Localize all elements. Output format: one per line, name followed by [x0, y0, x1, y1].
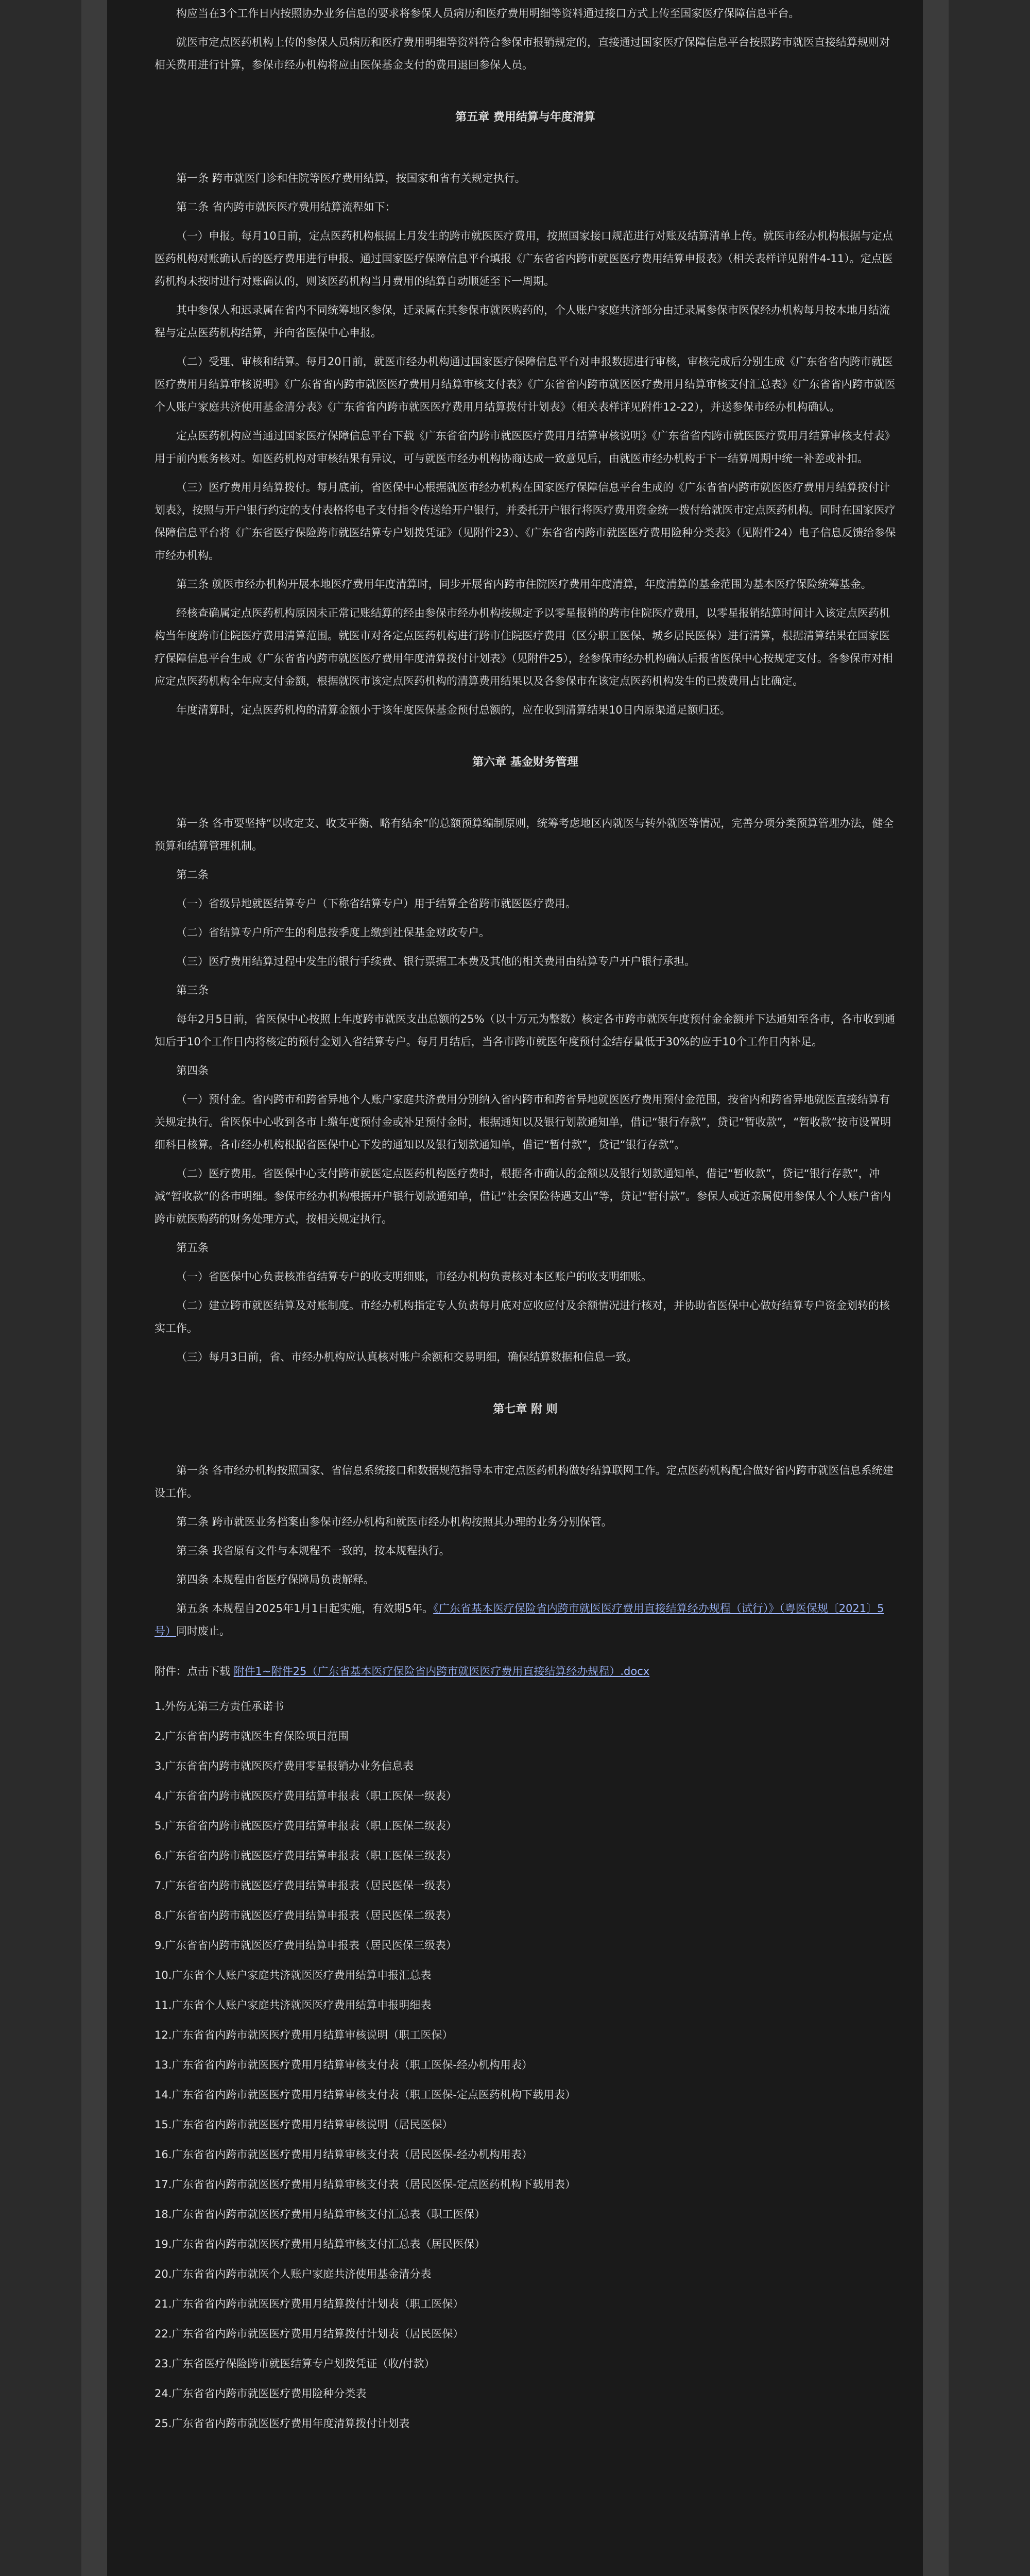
- attachment-item: 23.广东省医疗保险跨市就医结算专户划拨凭证（收/付款）: [154, 2358, 435, 2370]
- attachment-item: 12.广东省省内跨市就医医疗费用月结算审核说明（职工医保）: [154, 2029, 453, 2041]
- last-article-prefix: 第五条 本规程自2025年1月1日起实施，有效期5年。: [176, 1602, 434, 1615]
- attachment-item: 8.广东省省内跨市就医医疗费用结算申报表（居民医保二级表）: [154, 1909, 457, 1922]
- attachment-item: 19.广东省省内跨市就医医疗费用月结算审核支付汇总表（居民医保）: [154, 2238, 486, 2250]
- chapter-5-paragraph-6: 定点医药机构应当通过国家医疗保障信息平台下载《广东省省内跨市就医医疗费用月结算审核说明》《广东省省内跨市就医医疗费用月结算审核支付表》用于前内账务核对。如医药机构对审核结果有异议，可与就医市经办机构协商达成一致意见后，由就医市经办机构于下一结算周期中统一补差或补扣。: [154, 430, 896, 465]
- attachment-item: 2.广东省省内跨市就医生育保险项目范围: [154, 1730, 349, 1742]
- attachment-item: 6.广东省省内跨市就医医疗费用结算申报表（职工医保三级表）: [154, 1850, 457, 1862]
- attachment-item: 13.广东省省内跨市就医医疗费用月结算审核支付表（职工医保-经办机构用表）: [154, 2059, 533, 2071]
- chapter-6-body: [154, 812, 896, 1368]
- chapter-6-title: 第六章 基金财务管理: [472, 756, 578, 769]
- chapter-7-paragraph-3: 第三条 我省原有文件与本规程不一致的，按本规程执行。: [176, 1545, 450, 1557]
- chapter-5-paragraph-2: 第二条 省内跨市就医医疗费用结算流程如下：: [176, 201, 396, 213]
- attachment-download-line: [154, 1660, 896, 1683]
- attachment-item: 25.广东省省内跨市就医医疗费用年度清算拨付计划表: [154, 2417, 410, 2430]
- chapter-6-paragraph-12: （一）省医保中心负责核准省结算专户的收支明细账，市经办机构负责核对本区账户的收支明细账。: [176, 1270, 652, 1283]
- last-article-suffix: 同时废止。: [176, 1625, 230, 1637]
- attachment-item: 15.广东省省内跨市就医医疗费用月结算审核说明（居民医保）: [154, 2119, 453, 2131]
- chapter-5-paragraph-10: 年度清算时，定点医药机构的清算金额小于该年度医保基金预付总额的，应在收到清算结果10日内原渠道足额归还。: [176, 704, 731, 716]
- chapter-5-paragraph-5: （二）受理、审核和结算。每月20日前，就医市经办机构通过国家医疗保障信息平台对申报数据进行审核，审核完成后分别生成《广东省省内跨市就医医疗费用月结算审核说明》《广东省省内跨市就医医疗费用月结算审核支付表》《广东省省内跨市就医医疗费用月结算审核支付汇总表》《广东省省内跨市就医个人账户家庭共济使用基金清分表》《广东省省内跨市就医医疗费用月结算拨付计划表》（相关表样详见附件12-22），并送参保市经办机构确认。: [154, 355, 896, 413]
- chapter-5-paragraph-7: （三）医疗费用月结算拨付。每月底前，省医保中心根据就医市经办机构在国家医疗保障信息平台生成的《广东省省内跨市就医医疗费用月结算拨付计划表》，按照与开户银行约定的支付表格将电子支付指令传送给开户银行，并委托开户银行将医疗费用资金统一拨付给就医市定点医药机构。同时在国家医疗保障信息平台将《广东省医疗保险跨市就医结算专户划拨凭证》（见附件23）、《广东省省内跨市就医医疗费用险种分类表》（见附件24）电子信息反馈给参保市经办机构。: [154, 481, 896, 562]
- attachment-item: 10.广东省个人账户家庭共济就医医疗费用结算申报汇总表: [154, 1969, 432, 1981]
- chapter-7-body: [154, 1459, 896, 1591]
- chapter-5-body: [154, 167, 896, 721]
- chapter-6-paragraph-13: （二）建立跨市就医结算及对账制度。市经办机构指定专人负责每月底对应收应付及余额情况进行核对，并协助省医保中心做好结算专户资金划转的核实工作。: [154, 1299, 890, 1334]
- attachment-list: [154, 1695, 896, 2435]
- attachment-item: 20.广东省省内跨市就医个人账户家庭共济使用基金清分表: [154, 2268, 432, 2280]
- attachment-item: 7.广东省省内跨市就医医疗费用结算申报表（居民医保一级表）: [154, 1879, 457, 1892]
- repealed-regulation-link[interactable]: 《广东省基本医疗保险省内跨市就医医疗费用直接结算经办规程（试行）》（粤医保规〔2021〕5号）: [154, 1602, 884, 1637]
- chapter-7-title: 第七章 附 则: [493, 1403, 558, 1416]
- attachment-item: 24.广东省省内跨市就医医疗费用险种分类表: [154, 2387, 367, 2400]
- chapter-5-paragraph-1: 第一条 跨市就医门诊和住院等医疗费用结算，按国家和省有关规定执行。: [176, 172, 526, 184]
- article-content: [154, 0, 896, 2442]
- attachment-item: 21.广东省省内跨市就医医疗费用月结算拨付计划表（职工医保）: [154, 2298, 464, 2310]
- chapter-6-paragraph-8: 第四条: [176, 1064, 209, 1077]
- chapter-6-paragraph-3: （一）省级异地就医结算专户（下称省结算专户）用于结算全省跨市就医医疗费用。: [176, 897, 576, 910]
- attachment-item: 3.广东省省内跨市就医医疗费用零星报销办业务信息表: [154, 1760, 414, 1772]
- chapter-7-paragraph-2: 第二条 跨市就医业务档案由参保市经办机构和就医市经办机构按照其办理的业务分别保管。: [176, 1516, 612, 1528]
- chapter-6-paragraph-5: （三）医疗费用结算过程中发生的银行手续费、银行票据工本费及其他的相关费用由结算专户开户银行承担。: [176, 955, 695, 968]
- chapter-7-last-article: [154, 1597, 896, 1642]
- attachment-item: 18.广东省省内跨市就医医疗费用月结算审核支付汇总表（职工医保）: [154, 2208, 486, 2221]
- intro-paragraph-1: 构应当在3个工作日内按照协办业务信息的要求将参保人员病历和医疗费用明细等资料通过接口方式上传至国家医疗保障信息平台。: [176, 7, 800, 20]
- chapter-5-paragraph-8: 第三条 就医市经办机构开展本地医疗费用年度清算时，同步开展省内跨市住院医疗费用年度清算，年度清算的基金范围为基本医疗保险统筹基金。: [176, 578, 872, 590]
- attachment-item: 17.广东省省内跨市就医医疗费用月结算审核支付表（居民医保-定点医药机构下载用表）: [154, 2178, 576, 2191]
- attachment-item: 16.广东省省内跨市就医医疗费用月结算审核支付表（居民医保-经办机构用表）: [154, 2148, 533, 2161]
- chapter-6-paragraph-1: 第一条 各市要坚持“以收定支、收支平衡、略有结余”的总额预算编制原则，统筹考虑地区内就医与转外就医等情况，完善分项分类预算管理办法，健全预算和结算管理机制。: [154, 817, 894, 852]
- attachment-item: 11.广东省个人账户家庭共济就医医疗费用结算申报明细表: [154, 1999, 432, 2011]
- chapter-6-paragraph-9: （一）预付金。省内跨市和跨省异地个人账户家庭共济费用分别纳入省内跨市和跨省异地就医医疗费用预付金范围，按省内和跨省异地就医直接结算有关规定执行。省医保中心收到各市上缴年度预付金或补足预付金时，根据通知以及银行划款通知单，借记“银行存款”，贷记“暂收款”，“暂收款”按市设置明细科目核算。各市经办机构根据省医保中心下发的通知以及银行划款通知单，借记“暂付款”，贷记“银行存款”。: [154, 1093, 891, 1151]
- attachment-item: 4.广东省省内跨市就医医疗费用结算申报表（职工医保一级表）: [154, 1790, 457, 1802]
- intro-paragraph-2: 就医市定点医药机构上传的参保人员病历和医疗费用明细等资料符合参保市报销规定的，直接通过国家医疗保障信息平台按照跨市就医直接结算规则对相关费用进行计算，参保市经办机构将应由医保基金支付的费用退回参保人员。: [154, 36, 890, 71]
- attachment-download-link[interactable]: 附件1~附件25（广东省基本医疗保险省内跨市就医医疗费用直接结算经办规程）.docx: [233, 1665, 650, 1677]
- chapter-6-paragraph-11: 第五条: [176, 1242, 209, 1254]
- attachment-item: 9.广东省省内跨市就医医疗费用结算申报表（居民医保三级表）: [154, 1939, 457, 1952]
- attachment-item: 22.广东省省内跨市就医医疗费用月结算拨付计划表（居民医保）: [154, 2328, 464, 2340]
- attachment-item: 14.广东省省内跨市就医医疗费用月结算审核支付表（职工医保-定点医药机构下载用表）: [154, 2089, 576, 2101]
- chapter-6-paragraph-4: （二）省结算专户所产生的利息按季度上缴到社保基金财政专户。: [176, 926, 490, 939]
- chapter-6-paragraph-14: （三）每月3日前，省、市经办机构应认真核对账户余额和交易明细，确保结算数据和信息一致。: [176, 1351, 638, 1363]
- attachment-item: 1.外伤无第三方责任承诺书: [154, 1700, 284, 1713]
- chapter-6-paragraph-10: （二）医疗费用。省医保中心支付跨市就医定点医药机构医疗费时，根据各市确认的金额以及银行划款通知单，借记“暂收款”，贷记“银行存款”，冲减“暂收款”的各市明细。参保市经办机构根据开户银行划款通知单，借记“社会保险待遇支出”等，贷记“暂付款”。参保人或近亲属使用参保人个人账户省内跨市就医购药的财务处理方式，按相关规定执行。: [154, 1167, 891, 1225]
- chapter-5-paragraph-3: （一）申报。每月10日前，定点医药机构根据上月发生的跨市就医医疗费用，按照国家接口规范进行对账及结算清单上传。就医市经办机构根据与定点医药机构对账确认后的医疗费用进行申报。通过国家医疗保障信息平台填报《广东省省内跨市就医医疗费用结算申报表》（相关表样详见附件4-11）。定点医药机构未按时进行对账确认的，则该医药机构当月费用的结算自动顺延至下一周期。: [154, 230, 893, 287]
- chapter-6-paragraph-2: 第二条: [176, 869, 209, 881]
- chapter-6-paragraph-7: 每年2月5日前，省医保中心按照上年度跨市就医支出总额的25%（以十万元为整数）核定各市跨市就医年度预付金金额并下达通知至各市，各市收到通知后于10个工作日内将核定的预付金划入省结算专户。每月月结后，当各市跨市就医年度预付金结存量低于30%的应于10个工作日内补足。: [154, 1013, 896, 1048]
- chapter-7-paragraph-1: 第一条 各市经办机构按照国家、省信息系统接口和数据规范指导本市定点医药机构做好结算联网工作。定点医药机构配合做好省内跨市就医信息系统建设工作。: [154, 1464, 894, 1499]
- chapter-5-title: 第五章 费用结算与年度清算: [455, 111, 595, 124]
- chapter-5-paragraph-9: 经核查确属定点医药机构原因未正常记账结算的经由参保市经办机构按规定予以零星报销的跨市住院医疗费用，以零星报销结算时间计入该定点医药机构当年度跨市住院医疗费用清算范围。就医市对各定点医药机构进行跨市住院医疗费用（区分职工医保、城乡居民医保）进行清算，根据清算结果在国家医疗保障信息平台生成《广东省省内跨市就医医疗费用年度清算拨付计划表》（见附件25），经参保市经办机构确认后报省医保中心按规定支付。各参保市对相应定点医药机构全年应支付金额，根据就医市该定点医药机构的清算费用结果以及各参保市在该定点医药机构发生的已拨费用占比确定。: [154, 607, 893, 687]
- chapter-7-paragraph-4: 第四条 本规程由省医疗保障局负责解释。: [176, 1573, 374, 1586]
- chapter-5-paragraph-4: 其中参保人和迟录属在省内不同统筹地区参保，迁录属在其参保市就医购药的，个人账户家庭共济部分由迁录属参保市医保经办机构每月按本地月结流程与定点医药机构结算，并向省医保中心申报。: [154, 304, 890, 339]
- chapter-6-paragraph-6: 第三条: [176, 984, 209, 996]
- attachment-prefix: 附件：点击下载: [154, 1665, 234, 1677]
- attachment-item: 5.广东省省内跨市就医医疗费用结算申报表（职工医保二级表）: [154, 1820, 457, 1832]
